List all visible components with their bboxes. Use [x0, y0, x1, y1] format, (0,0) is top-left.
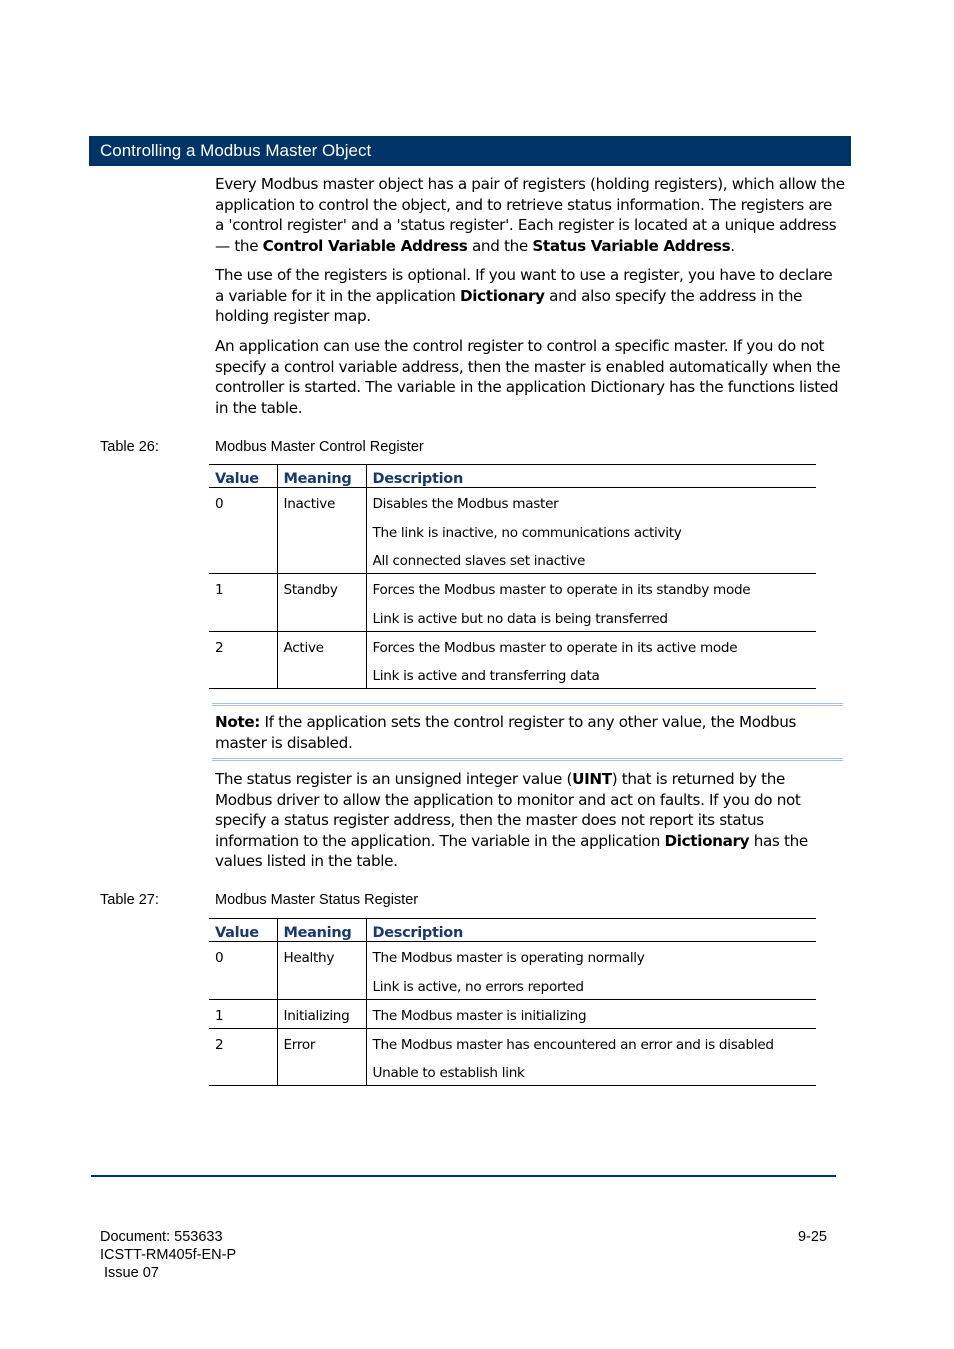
- header-value: Value: [209, 465, 277, 488]
- table26-title: Modbus Master Control Register: [215, 439, 424, 455]
- paragraph-status-register: The status register is an unsigned integer value (UINT) that is returned by the Modbus driver to allow the application to monitor and act on faults. If you do not specify a status register address, then the master does not report its status information to the application. The variable in the application Dictionary has the values listed in the table.: [215, 770, 808, 870]
- footer-rule: [91, 1175, 836, 1177]
- table-row: [209, 1028, 816, 1086]
- cell-meaning: Error: [277, 1028, 366, 1086]
- paragraph-optional: The use of the registers is optional. If you want to use a register, you have to declare a variable for it in the application Dictionary and also specify the address in the holding register map.: [215, 266, 833, 325]
- section-heading: Controlling a Modbus Master Object: [89, 136, 851, 166]
- cell-value: 1: [209, 574, 277, 632]
- cell-meaning: Inactive: [277, 488, 366, 574]
- document-number: Document: 553633: [100, 1229, 223, 1245]
- cell-description: [366, 488, 816, 574]
- cell-value: 2: [209, 631, 277, 689]
- cell-value: 0: [209, 942, 277, 1000]
- cell-description: [366, 999, 816, 1028]
- table-row: [209, 942, 816, 1000]
- document-code: ICSTT-RM405f-EN-P: [100, 1247, 237, 1263]
- note-text: Note: If the application sets the control register to any other value, the Modbus master is disabled.: [215, 713, 797, 752]
- table-row: [209, 631, 816, 689]
- cell-description: [366, 631, 816, 689]
- description-line: The Modbus master is operating normally: [372, 950, 645, 966]
- cell-meaning: Active: [277, 631, 366, 689]
- document-issue: Issue 07: [100, 1265, 159, 1281]
- description-line: Forces the Modbus master to operate in its standby mode: [372, 582, 751, 598]
- table26-label: Table 26:: [100, 439, 159, 455]
- cell-value: 0: [209, 488, 277, 574]
- cell-description: [366, 574, 816, 632]
- description-line: Forces the Modbus master to operate in its active mode: [372, 639, 738, 656]
- note-box: [212, 703, 843, 761]
- cell-meaning: Standby: [277, 574, 366, 632]
- table-row: [209, 488, 816, 574]
- status-register-table: [209, 918, 816, 1086]
- cell-meaning: Healthy: [277, 942, 366, 1000]
- table-header-row: [209, 465, 816, 488]
- description-line: The link is inactive, no communications activity: [372, 524, 682, 541]
- table-row: [209, 999, 816, 1028]
- header-meaning: Meaning: [277, 465, 366, 488]
- description-line: Link is active and transferring data: [372, 668, 600, 684]
- description-line: The Modbus master has encountered an error and is disabled: [372, 1036, 774, 1053]
- header-meaning: Meaning: [277, 919, 366, 942]
- table-header-row: [209, 919, 816, 942]
- control-register-table: [209, 464, 816, 689]
- note-label: Note:: [215, 713, 261, 731]
- description-line: Link is active, no errors reported: [372, 978, 584, 995]
- header-description: Description: [366, 919, 816, 942]
- paragraph-intro: Every Modbus master object has a pair of registers (holding registers), which allow the application to control the object, and to retrieve status information. The registers are a 'control register' and a 'status register'. Each register is located at a unique address — the Control Variable Address and the Status Variable Address.: [215, 175, 845, 255]
- paragraph-control-register: An application can use the control register to control a specific master. If you do not specify a control variable address, then the master is enabled automatically when the controller is started. The variable in the application Dictionary has the functions listed in the table.: [215, 337, 841, 417]
- page-number: 9-25: [797, 1229, 827, 1245]
- description-line: Link is active but no data is being transferred: [372, 610, 668, 627]
- description-line: The Modbus master is initializing: [372, 1007, 587, 1024]
- footer-document-info: [100, 1228, 236, 1282]
- table27-title: Modbus Master Status Register: [215, 892, 419, 908]
- header-description: Description: [366, 465, 816, 488]
- description-line: Disables the Modbus master: [372, 496, 559, 512]
- table-row: [209, 574, 816, 632]
- cell-value: 2: [209, 1028, 277, 1086]
- cell-value: 1: [209, 999, 277, 1028]
- description-line: All connected slaves set inactive: [372, 553, 586, 569]
- header-value: Value: [209, 919, 277, 942]
- cell-meaning: Initializing: [277, 999, 366, 1028]
- table27-label: Table 27:: [100, 892, 159, 908]
- description-line: Unable to establish link: [372, 1065, 525, 1081]
- cell-description: [366, 1028, 816, 1086]
- cell-description: [366, 942, 816, 1000]
